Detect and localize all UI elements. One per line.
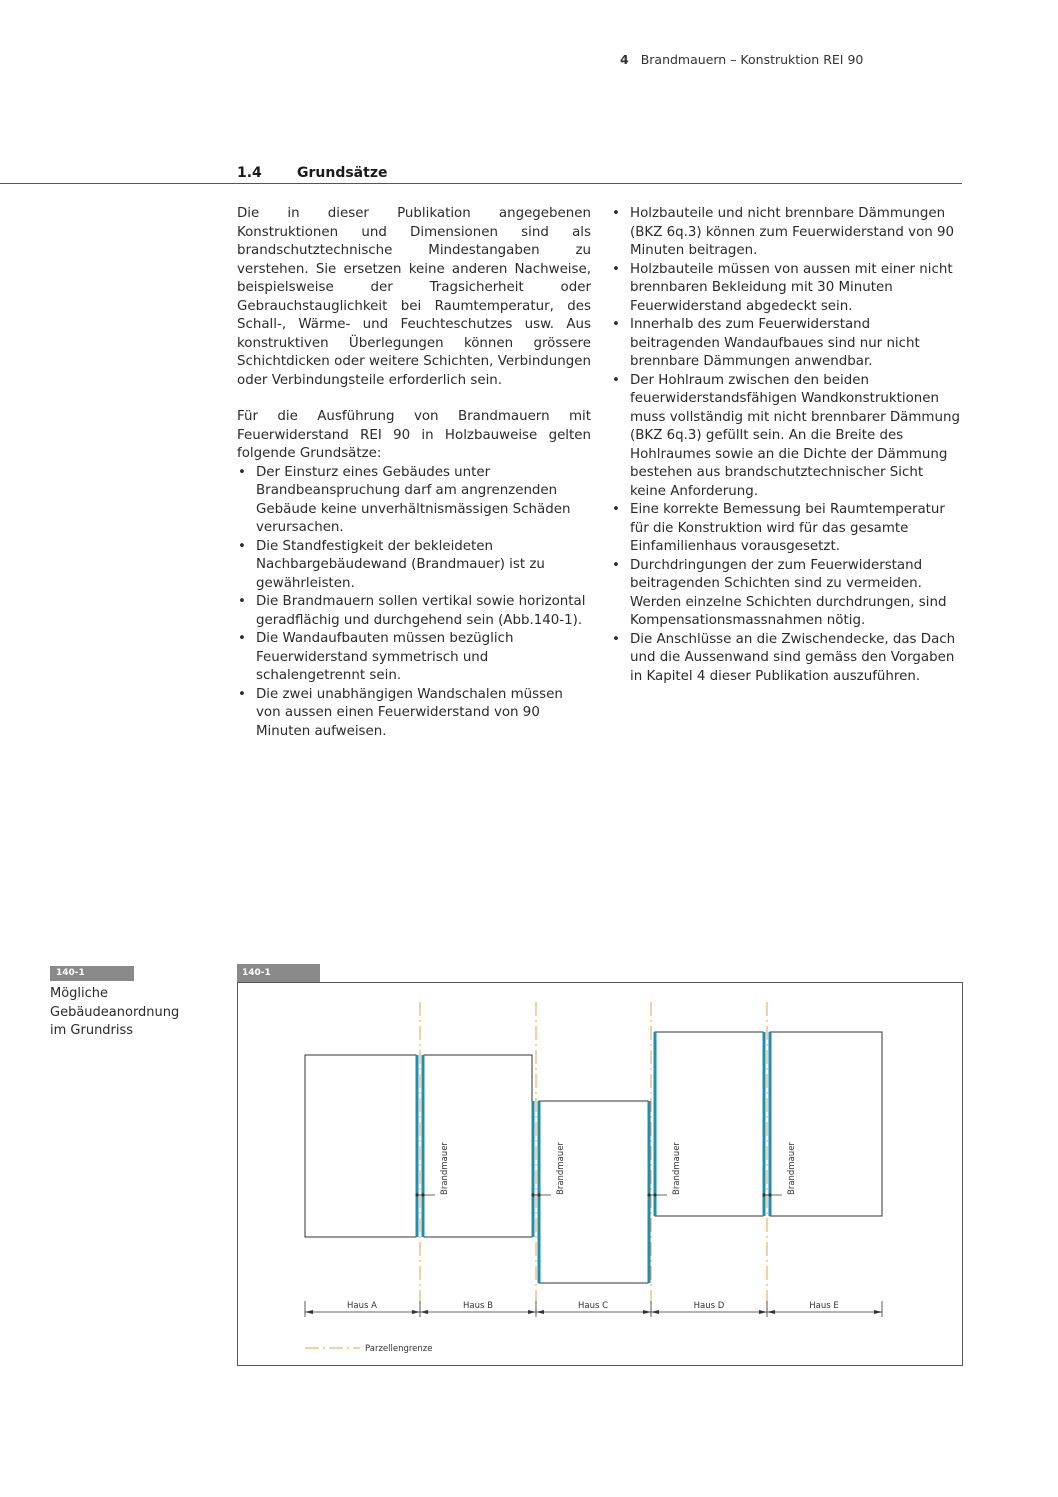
intro-paragraph: Die in dieser Publikation angegebenen Konstruktionen und Dimensionen sind als brandschutztechnische Mindestangaben zu verstehen. Sie ersetzen keine anderen Nachweise, beispielsweise der Tragsicherheit oder Gebrauchstauglichkeit bei Raumtemperatur, des Schall-, Wärme- und Feuchteschutzes usw. Aus konstruktiven Überlegungen können grössere Schichtdicken oder weitere Schichten, Verbindungen oder Verbindungsteile erforderlich sein.	[237, 206, 591, 388]
right-bullet-list	[611, 205, 963, 686]
list-item: • Die Brandmauern sollen vertikal sowie horizontal geradflächig und durchgehend sein (Abb.140-1).	[238, 594, 586, 628]
leader-dot	[421, 1193, 424, 1196]
list-item: • Holzbauteile und nicht brennbare Dämmungen (BKZ 6q.3) können zum Feuerwiderstand von 90 Minuten beitragen.	[612, 206, 955, 258]
dimension-arrow	[643, 1310, 651, 1314]
floor-plan-diagram	[237, 982, 963, 1366]
leader-dot	[653, 1193, 656, 1196]
section-heading	[237, 165, 387, 181]
running-header	[620, 52, 863, 67]
leader-dot	[531, 1193, 534, 1196]
right-column	[611, 205, 963, 686]
list-item: • Der Einsturz eines Gebäudes unter Brandbeanspruchung darf am angrenzenden Gebäude keine unverhältnismässigen Schäden verursachen.	[238, 464, 571, 535]
dimension-arrow	[420, 1310, 428, 1314]
section-number: 1.4	[237, 165, 262, 181]
list-item: • Durchdringungen der zum Feuerwiderstand beitragenden Schichten sind zu vermeiden. Werden einzelne Schichten durchdrungen, sind Kompensationsmassnahmen nötig.	[612, 557, 947, 628]
dimension-arrow	[651, 1310, 659, 1314]
house-label-a: Haus A	[347, 1301, 377, 1311]
firewall-label: Brandmauer	[556, 1142, 566, 1195]
caption-tag: 140-1	[50, 966, 134, 981]
leader-dot	[762, 1193, 765, 1196]
building-haus-a	[305, 1055, 416, 1237]
section-rule	[0, 183, 962, 184]
left-bullet-list	[237, 464, 591, 742]
firewall-label: Brandmauer	[672, 1142, 682, 1195]
list-item: • Die zwei unabhängigen Wandschalen müssen von aussen einen Feuerwiderstand von 90 Minuten aufweisen.	[238, 686, 563, 739]
house-label-d: Haus D	[693, 1301, 725, 1311]
firewall-label: Brandmauer	[787, 1142, 797, 1195]
dimension-arrow	[305, 1310, 313, 1314]
list-item: • Der Hohlraum zwischen den beiden feuerwiderstandsfähigen Wandkonstruktionen muss vollständig mit nicht brennbarer Dämmung (BKZ 6q.3) gefüllt sein. An die Breite des Hohlraumes sowie an die Dichte der Dämmung bestehen aus brandschutztechnischer Sicht keine Anforderung.	[612, 372, 960, 499]
list-item: • Die Wandaufbauten müssen bezüglich Feuerwiderstand symmetrisch und schalengetrennt sein.	[238, 631, 514, 683]
figure-caption: Mögliche Gebäudeanordnung im Grundriss	[50, 986, 180, 1038]
dimension-arrow	[412, 1310, 420, 1314]
dimension-arrow	[536, 1310, 544, 1314]
legend-label: Parzellengrenze	[365, 1344, 433, 1354]
list-item: • Eine korrekte Bemessung bei Raumtemperatur für die Konstruktion wird für das gesamte Einfamilienhaus vorausgesetzt.	[612, 502, 945, 554]
figure-tag: 140-1	[237, 964, 320, 982]
left-column	[237, 205, 591, 741]
chapter-title: Brandmauern – Konstruktion REI 90	[640, 52, 864, 67]
list-item: • Die Standfestigkeit der bekleideten Nachbargebäudewand (Brandmauer) ist zu gewährleisten.	[238, 538, 545, 591]
dimension-arrow	[874, 1310, 882, 1314]
dimension-arrow	[759, 1310, 767, 1314]
legend	[305, 1344, 433, 1354]
list-item: • Holzbauteile müssen von aussen mit einer nicht brennbaren Bekleidung mit 30 Minuten Feuerwiderstand abgedeckt sein.	[612, 261, 953, 314]
leader-dot	[768, 1193, 771, 1196]
section-title: Grundsätze	[297, 165, 388, 181]
house-label-b: Haus B	[463, 1301, 493, 1311]
firewall-label: Brandmauer	[440, 1142, 450, 1195]
dimension-arrow	[528, 1310, 536, 1314]
house-label-c: Haus C	[577, 1301, 609, 1311]
list-item: • Die Anschlüsse an die Zwischendecke, das Dach und die Aussenwand sind gemäss den Vorgaben in Kapitel 4 dieser Publikation auszuführen.	[612, 631, 956, 684]
leader-dot	[537, 1193, 540, 1196]
list-item: • Innerhalb des zum Feuerwiderstand beitragenden Wandaufbaues sind nur nicht brennbare Dämmungen anwendbar.	[612, 317, 920, 369]
leader-dot	[647, 1193, 650, 1196]
leader-dot	[415, 1193, 418, 1196]
principles-intro: Für die Ausführung von Brandmauern mit Feuerwiderstand REI 90 in Holzbauweise gelten folgende Grundsätze:	[237, 409, 591, 461]
dimension-arrow	[767, 1310, 775, 1314]
house-label-e: Haus E	[809, 1301, 839, 1311]
chapter-number: 4	[620, 52, 629, 67]
